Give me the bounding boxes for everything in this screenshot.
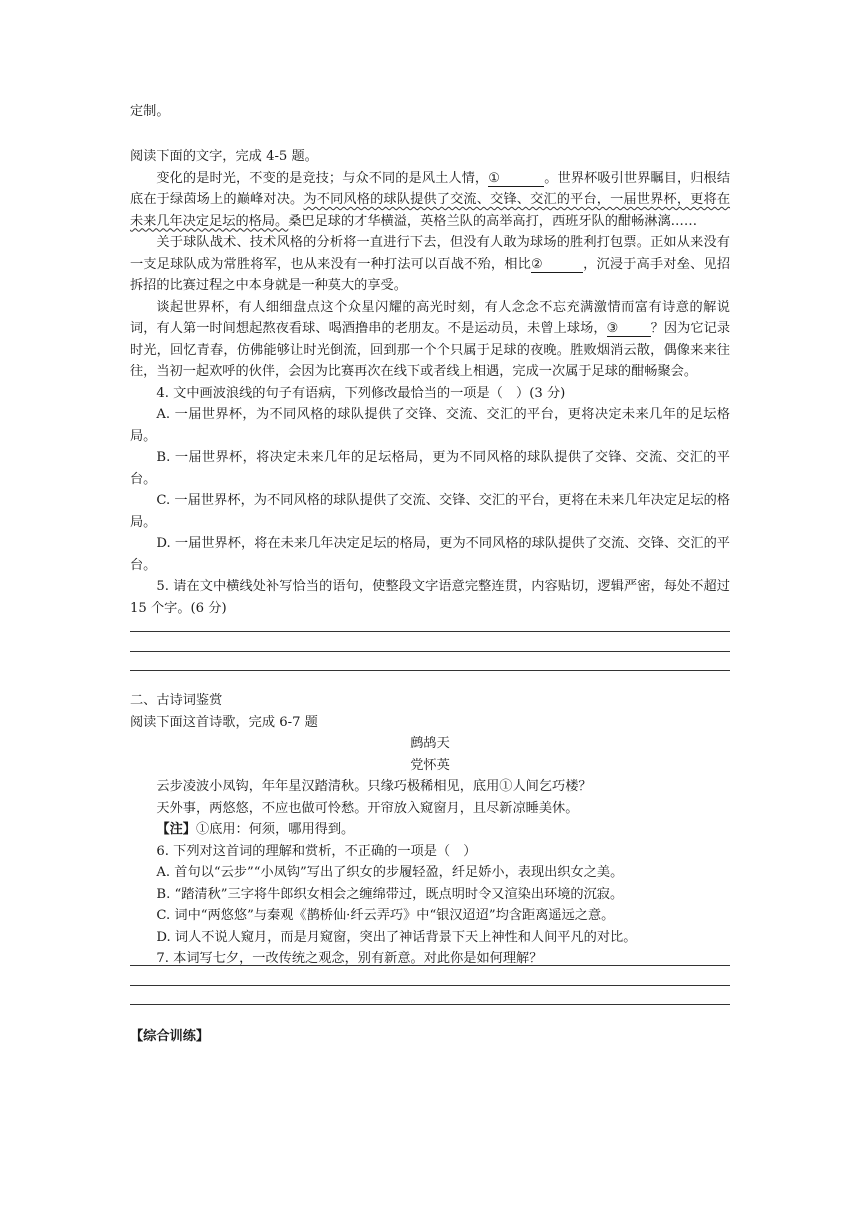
answer-line[interactable] bbox=[130, 965, 730, 966]
q6-option-c[interactable]: C. 词中“两悠悠”与秦观《鹊桥仙·纤云弄巧》中“银汉迢迢”均含距离遥远之意。 bbox=[156, 908, 615, 923]
question-4: 4. 文中画波浪线的句子有语病，下列修改最恰当的一项是（ ）(3 分) bbox=[156, 385, 566, 401]
poem-note: 【注】①底用：何须，哪用得到。 bbox=[156, 822, 355, 837]
question-5: 5. 请在文中横线处补写恰当的语句，使整段文字语意完整连贯，内容贴切，逻辑严密，每处不超过 15 个字。(6 分) bbox=[130, 579, 730, 616]
answer-blank-3[interactable]: ③ bbox=[607, 321, 651, 337]
answer-line[interactable] bbox=[130, 670, 730, 671]
answer-line[interactable] bbox=[130, 985, 730, 986]
answer-line[interactable] bbox=[130, 631, 730, 632]
passage-paragraph-2: 关于球队战术、技术风格的分析将一直进行下去，但没有人敢为球场的胜利打包票。正如从来没有一支足球队成为常胜将军，也从来没有一种打法可以百战不殆，相比② ，沉浸于高手对垒、见招拆招的比赛过程之中本身就是一种莫大的享受。 bbox=[130, 235, 731, 293]
q6-option-d[interactable]: D. 词人不说人窥月，而是月窥窗，突出了神话背景下天上神性和人间平凡的对比。 bbox=[156, 929, 637, 945]
top-fragment: 定制。 bbox=[130, 104, 170, 119]
q4-option-d[interactable]: D. 一届世界杯，将在未来几年决定足坛的格局，更为不同风格的球队提供了交流、交锋、交汇的平台。 bbox=[130, 536, 730, 573]
q4-option-a[interactable]: A. 一届世界杯，为不同风格的球队提供了交锋、交流、交汇的平台，更将决定未来几年的足坛格局。 bbox=[130, 407, 730, 444]
q4-option-b[interactable]: B. 一届世界杯，将决定未来几年的足坛格局，更为不同风格的球队提供了交锋、交流、交汇的平台。 bbox=[130, 450, 730, 487]
q4-option-c[interactable]: C. 一届世界杯，为不同风格的球队提供了交流、交锋、交汇的平台，更将在未来几年决定足坛的格局。 bbox=[130, 493, 730, 530]
answer-line[interactable] bbox=[130, 1004, 730, 1005]
question-7: 7. 本词写七夕，一改传统之观念，别有新意。对此你是如何理解？ bbox=[156, 951, 543, 966]
section3-heading: 【综合训练】 bbox=[130, 1029, 210, 1044]
section1-intro: 阅读下面的文字，完成 4-5 题。 bbox=[130, 149, 318, 164]
section2-heading: 二、古诗词鉴赏 bbox=[130, 693, 223, 708]
q6-option-b[interactable]: B. “踏清秋”三字将牛郎织女相会之缠绵带过，既点明时令又渲染出环境的沉寂。 bbox=[156, 886, 624, 902]
poem-line-1: 云步凌波小凤钩，年年星汉踏清秋。只缘巧极稀相见，底用①人间乞巧楼？ bbox=[156, 779, 592, 794]
poem-line-2: 天外事，两悠悠，不应也做可怜愁。开帘放入窥窗月，且尽新凉睡美休。 bbox=[156, 800, 579, 816]
question-6: 6. 下列对这首词的理解和赏析，不正确的一项是（ ） bbox=[156, 843, 477, 859]
wavy-underlined-sentence: 为不同风格的球队提供了交流、交锋、交汇的平台，一届世界杯，更将在未来几年决定足坛的格局。 bbox=[130, 192, 731, 229]
answer-blank-2[interactable]: ② bbox=[531, 257, 583, 273]
passage-paragraph-1: 变化的是时光，不变的是竞技；与众不同的是风土人情，① 。世界杯吸引世界瞩目，归根结底在于绿茵场上的巅峰对决。为不同风格的球队提供了交流、交锋、交汇的平台，一届世界杯，更将在未来几年决定足坛的格局。桑巴足球的才华横溢，英格兰队的高举高打，西班牙队的酣畅淋漓…… bbox=[130, 170, 731, 229]
poetry-section bbox=[130, 690, 730, 970]
reading-section-4-5 bbox=[130, 146, 730, 619]
passage-paragraph-3: 谈起世界杯，有人细细盘点这个众星闪耀的高光时刻，有人念念不忘充满激情而富有诗意的解说词，有人第一时间想起熬夜看球、喝酒撸串的老朋友。不是运动员，未曾上球场，③ ？因为它记录时光，回忆青春，仿佛能够让时光倒流，回到那一个个只属于足球的夜晚。胜败烟消云散，偶像来来往往，当初一起欢呼的伙伴，会因为比赛再次在线下或者线上相遇，完成一次属于足球的酣畅聚会。 bbox=[130, 299, 731, 379]
q6-option-a[interactable]: A. 首句以“云步”“小凤钩”写出了织女的步履轻盈，纤足娇小，表现出织女之美。 bbox=[156, 865, 624, 880]
poem-author: 党怀英 bbox=[410, 757, 450, 773]
answer-blank-1[interactable]: ① bbox=[488, 171, 544, 187]
section2-intro: 阅读下面这首诗歌，完成 6-7 题 bbox=[130, 714, 318, 730]
note-label: 【注】 bbox=[156, 822, 196, 837]
answer-line[interactable] bbox=[130, 651, 730, 652]
poem-title: 鹧鸪天 bbox=[410, 736, 450, 751]
